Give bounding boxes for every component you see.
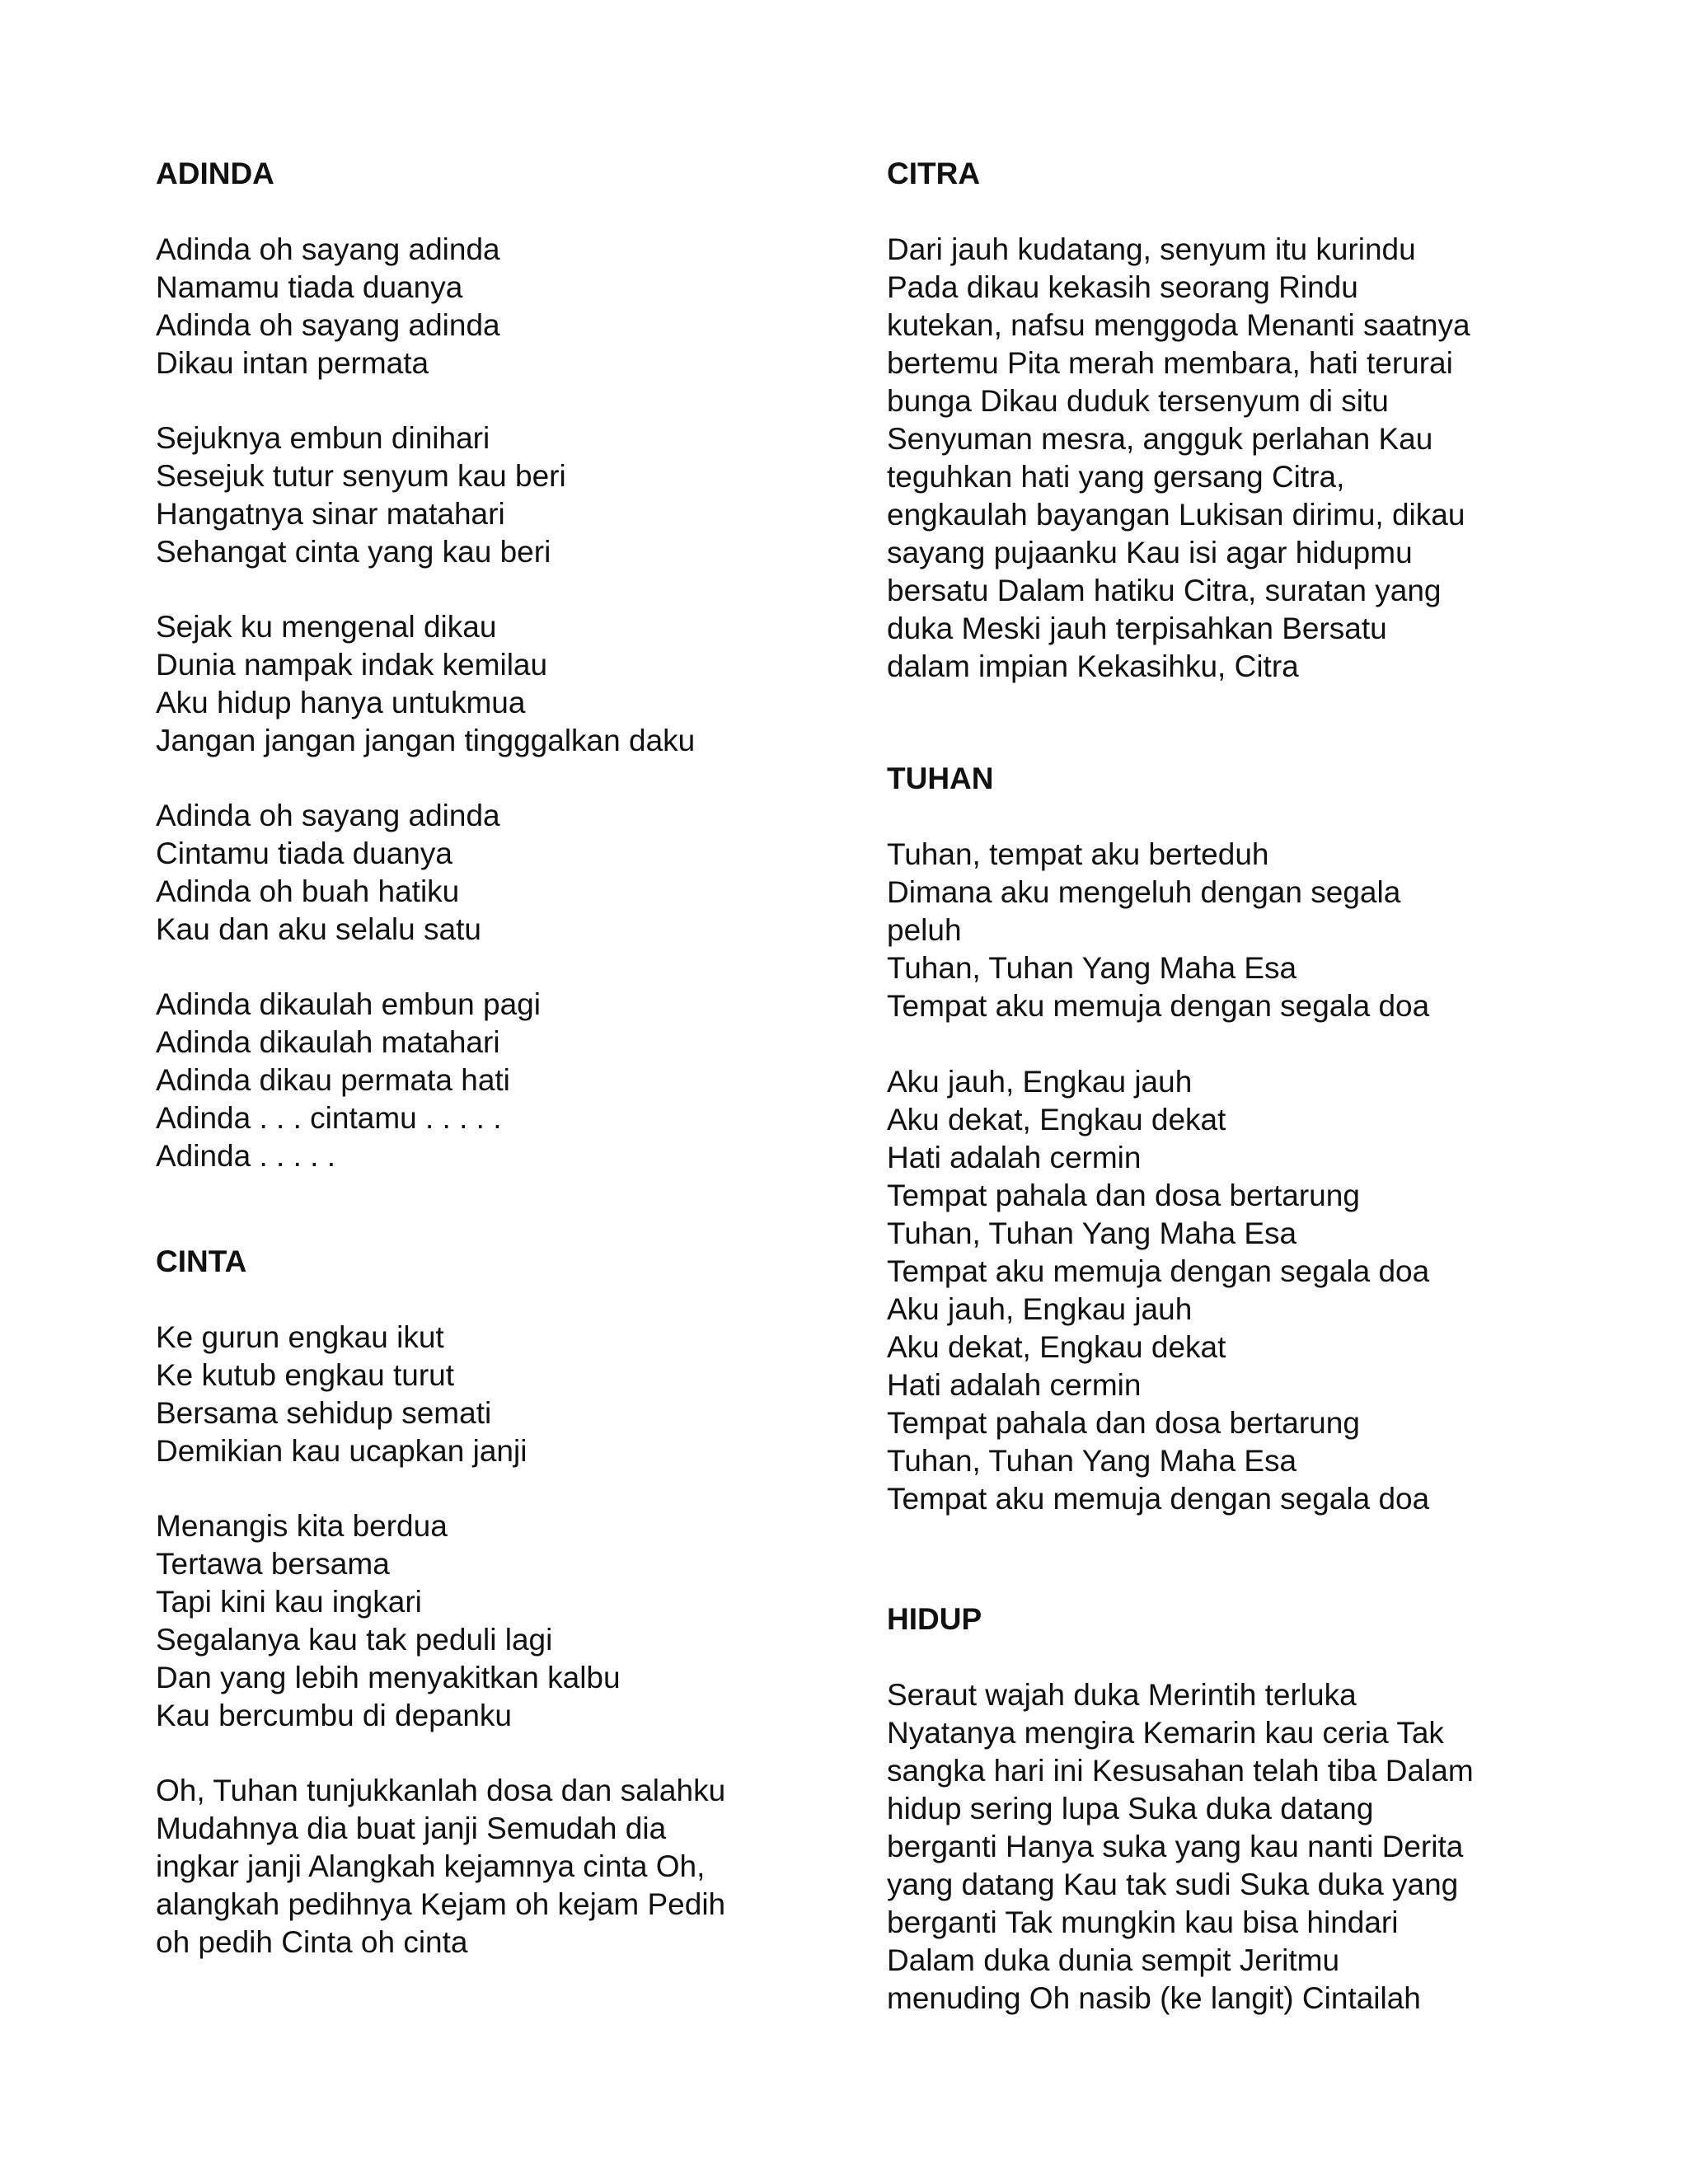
song-title: ADINDA bbox=[156, 157, 274, 190]
lyric-line: hidup sering lupa Suka duka datang bbox=[887, 1792, 1374, 1825]
stanza bbox=[887, 231, 1571, 686]
lyric-line: Dimana aku mengeluh dengan segala bbox=[887, 875, 1401, 909]
lyric-line: ingkar janji Alangkah kejamnya cinta Oh, bbox=[156, 1849, 706, 1883]
lyric-line: Cintamu tiada duanya bbox=[156, 837, 452, 870]
lyric-line: duka Meski jauh terpisahkan Bersatu bbox=[887, 612, 1387, 645]
lyric-line: Tempat pahala dan dosa bertarung bbox=[887, 1179, 1360, 1212]
lyric-line: Hangatnya sinar matahari bbox=[156, 497, 505, 531]
lyric-line: alangkah pedihnya Kejam oh kejam Pedih bbox=[156, 1887, 726, 1921]
song-title: TUHAN bbox=[887, 762, 994, 795]
lyric-line: Demikian kau ucapkan janji bbox=[156, 1434, 528, 1468]
lyric-line: Tuhan, Tuhan Yang Maha Esa bbox=[887, 1444, 1297, 1478]
lyric-line: Adinda dikaulah matahari bbox=[156, 1025, 500, 1059]
lyric-line: bertemu Pita merah membara, hati terurai bbox=[887, 346, 1453, 380]
lyric-line: sayang pujaanku Kau isi agar hidupmu bbox=[887, 536, 1413, 569]
lyric-line: bersatu Dalam hatiku Citra, suratan yang bbox=[887, 574, 1442, 607]
stanza bbox=[887, 836, 1571, 1025]
song-tuhan bbox=[887, 760, 1571, 1518]
lyric-line: Adinda oh buah hatiku bbox=[156, 874, 460, 908]
song-citra bbox=[887, 155, 1571, 686]
lyric-line: Adinda oh sayang adinda bbox=[156, 232, 500, 266]
lyric-line: Menangis kita berdua bbox=[156, 1509, 448, 1543]
lyric-line: Adinda oh sayang adinda bbox=[156, 799, 500, 832]
lyric-line: kutekan, nafsu menggoda Menanti saatnya bbox=[887, 308, 1470, 342]
lyric-line: Sesejuk tutur senyum kau beri bbox=[156, 459, 566, 493]
lyric-line: Aku jauh, Engkau jauh bbox=[887, 1292, 1193, 1326]
lyric-line: Kau bercumbu di depanku bbox=[156, 1699, 512, 1732]
lyric-line: Adinda dikau permata hati bbox=[156, 1063, 510, 1097]
lyric-line: Tapi kini kau ingkari bbox=[156, 1585, 422, 1619]
lyric-line: Aku dekat, Engkau dekat bbox=[887, 1103, 1226, 1137]
lyric-line: dalam impian Kekasihku, Citra bbox=[887, 649, 1299, 683]
lyric-line: Adinda oh sayang adinda bbox=[156, 308, 500, 342]
lyric-line: Dalam duka dunia sempit Jeritmu bbox=[887, 1943, 1340, 1977]
song-title: HIDUP bbox=[887, 1602, 982, 1636]
song-adinda bbox=[156, 155, 840, 1175]
lyric-line: Sejak ku mengenal dikau bbox=[156, 610, 497, 644]
lyric-line: Dunia nampak indak kemilau bbox=[156, 648, 548, 682]
lyric-line: Adinda . . . cintamu . . . . . bbox=[156, 1101, 502, 1135]
lyric-line: Tuhan, Tuhan Yang Maha Esa bbox=[887, 1216, 1297, 1250]
lyric-line: Oh, Tuhan tunjukkanlah dosa dan salahku bbox=[156, 1774, 726, 1807]
lyric-line: engkaulah bayangan Lukisan dirimu, dikau bbox=[887, 498, 1465, 532]
stanza bbox=[156, 797, 840, 949]
lyric-line: Seraut wajah duka Merintih terluka bbox=[887, 1678, 1357, 1712]
lyric-line: Tuhan, tempat aku berteduh bbox=[887, 837, 1269, 871]
lyric-line: bunga Dikau duduk tersenyum di situ bbox=[887, 384, 1389, 418]
lyric-line: Aku hidup hanya untukmua bbox=[156, 686, 526, 719]
lyric-line: Mudahnya dia buat janji Semudah dia bbox=[156, 1811, 667, 1845]
lyric-line: Tempat aku memuja dengan segala doa bbox=[887, 989, 1430, 1023]
lyric-line: sangka hari ini Kesusahan telah tiba Dalam bbox=[887, 1754, 1474, 1788]
lyric-line: Hati adalah cermin bbox=[887, 1368, 1142, 1402]
song-hidup bbox=[887, 1601, 1571, 2018]
lyric-line: Adinda dikaulah embun pagi bbox=[156, 987, 541, 1021]
stanza bbox=[156, 1772, 840, 1961]
lyric-line: Pada dikau kekasih seorang Rindu bbox=[887, 270, 1358, 304]
lyric-line: peluh bbox=[887, 913, 962, 947]
lyric-line: Adinda . . . . . bbox=[156, 1139, 336, 1173]
lyric-line: teguhkan hati yang gersang Citra, bbox=[887, 460, 1345, 494]
lyric-line: Aku jauh, Engkau jauh bbox=[887, 1065, 1193, 1099]
lyric-line: Ke gurun engkau ikut bbox=[156, 1320, 444, 1354]
lyric-line: Tempat aku memuja dengan segala doa bbox=[887, 1482, 1430, 1516]
song-cinta bbox=[156, 1243, 840, 1961]
lyric-line: Hati adalah cermin bbox=[887, 1141, 1142, 1174]
song-title: CINTA bbox=[156, 1244, 247, 1278]
lyric-line: Tempat aku memuja dengan segala doa bbox=[887, 1254, 1430, 1288]
lyric-line: berganti Tak mungkin kau bisa hindari bbox=[887, 1905, 1399, 1939]
lyric-line: Dan yang lebih menyakitkan kalbu bbox=[156, 1661, 621, 1694]
lyric-line: Tertawa bersama bbox=[156, 1547, 390, 1581]
song-title: CITRA bbox=[887, 157, 981, 190]
lyric-line: Segalanya kau tak peduli lagi bbox=[156, 1623, 553, 1657]
lyric-line: Tempat pahala dan dosa bertarung bbox=[887, 1406, 1360, 1440]
lyric-line: Ke kutub engkau turut bbox=[156, 1358, 455, 1392]
lyric-line: Senyuman mesra, angguk perlahan Kau bbox=[887, 422, 1433, 456]
stanza bbox=[156, 231, 840, 382]
lyric-line: menuding Oh nasib (ke langit) Cintailah bbox=[887, 1981, 1421, 2015]
stanza bbox=[156, 1319, 840, 1470]
lyric-line: berganti Hanya suka yang kau nanti Derita bbox=[887, 1830, 1464, 1863]
lyric-line: Namamu tiada duanya bbox=[156, 270, 463, 304]
lyric-line: yang datang Kau tak sudi Suka duka yang bbox=[887, 1868, 1459, 1901]
lyric-line: Bersama sehidup semati bbox=[156, 1396, 492, 1430]
stanza bbox=[156, 419, 840, 571]
lyric-line: Sehangat cinta yang kau beri bbox=[156, 535, 551, 569]
lyric-line: Jangan jangan jangan tingggalkan daku bbox=[156, 724, 696, 757]
lyric-line: Tuhan, Tuhan Yang Maha Esa bbox=[887, 951, 1297, 985]
lyric-line: Sejuknya embun dinihari bbox=[156, 421, 490, 455]
stanza bbox=[887, 1676, 1571, 2018]
stanza bbox=[156, 986, 840, 1175]
stanza bbox=[156, 1507, 840, 1735]
lyric-line: Nyatanya mengira Kemarin kau ceria Tak bbox=[887, 1716, 1444, 1750]
lyric-line: Aku dekat, Engkau dekat bbox=[887, 1330, 1226, 1364]
lyric-line: Kau dan aku selalu satu bbox=[156, 912, 481, 946]
lyric-line: Dikau intan permata bbox=[156, 346, 429, 380]
lyric-line: Dari jauh kudatang, senyum itu kurindu bbox=[887, 232, 1416, 266]
lyric-line: oh pedih Cinta oh cinta bbox=[156, 1925, 468, 1959]
stanza bbox=[887, 1063, 1571, 1518]
stanza bbox=[156, 608, 840, 760]
